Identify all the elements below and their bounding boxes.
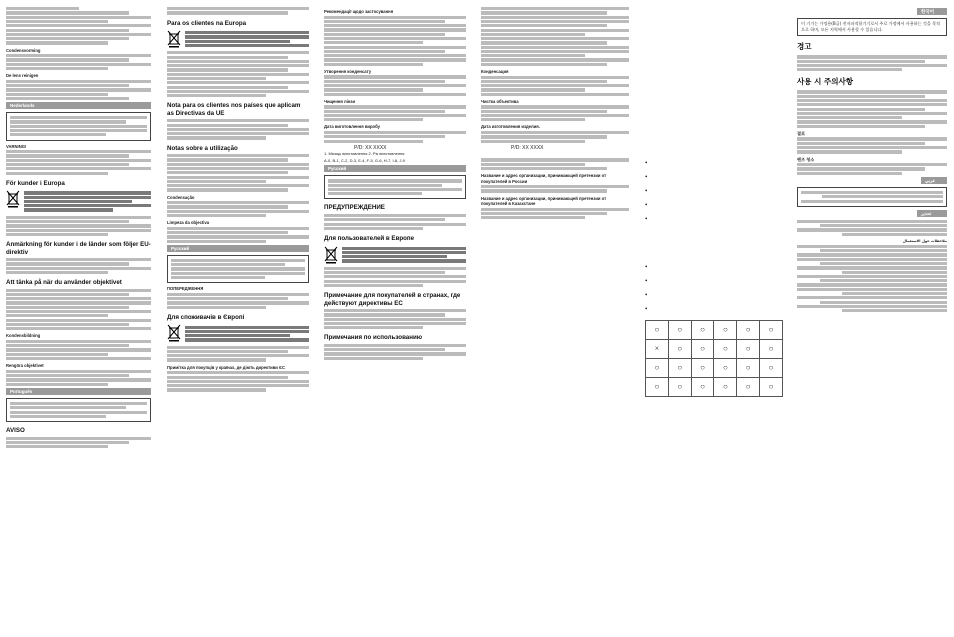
table-cell: × (646, 340, 669, 359)
language-bar: Nederlands (6, 102, 151, 109)
section-heading: Notas sobre a utilização (167, 144, 238, 152)
section-heading: Дата изготовления изделия. (481, 124, 540, 130)
bullet-list: • • • • (645, 263, 648, 313)
table-cell: ○ (760, 359, 783, 378)
section-heading: Att tänka på när du använder objektivet (6, 279, 122, 287)
section-heading: Чистка объектива (481, 98, 519, 104)
notice-box (797, 187, 947, 207)
table-cell: ○ (668, 359, 691, 378)
language-bar: 한국어 (917, 8, 947, 15)
table-cell: ○ (714, 340, 737, 359)
table-cell: ○ (714, 359, 737, 378)
notice-box (324, 175, 466, 199)
notice-box (167, 255, 309, 284)
language-bar: Русский (167, 245, 309, 252)
section-heading: ملاحظات حول الاستعمال (902, 238, 947, 243)
warning-heading: ПОПЕРЕДЖЕННЯ (167, 286, 204, 292)
language-bar: تحذير (917, 210, 947, 217)
table-cell: ○ (760, 378, 783, 397)
section-heading: Примітка для покупців у країнах, де діють директиви ЄС (167, 364, 286, 370)
table-cell: ○ (714, 321, 737, 340)
section-heading: 결로 (797, 130, 806, 136)
table-cell: ○ (668, 340, 691, 359)
notice-box (6, 398, 151, 422)
language-bar: عربي (921, 177, 947, 184)
production-date-code: P/D: XX XXXX (354, 144, 387, 151)
bullet-list: • • • • • (645, 159, 648, 223)
section-heading: Дата виготовлення виробу (324, 124, 380, 130)
weee-notice (167, 324, 309, 342)
section-heading: Condensvorming (6, 47, 41, 53)
table-cell: ○ (668, 321, 691, 340)
table-row (646, 321, 783, 340)
production-date-code: P/D: XX XXXX (511, 144, 544, 151)
section-heading: Примечания по использованию (324, 334, 423, 342)
weee-notice (324, 246, 466, 264)
language-bar: Русский (324, 165, 466, 172)
table-cell: ○ (691, 378, 714, 397)
importer-russia: Название и адрес организации, принимающей претензии от покупателей в России (481, 173, 607, 184)
crossed-bin-icon (167, 324, 181, 342)
section-heading: Rengöra objektivet (6, 363, 44, 369)
table-cell: ○ (691, 321, 714, 340)
table-cell: ○ (668, 378, 691, 397)
section-heading: Nota para os clientes nos países que aplicam as Directivas da UE (167, 102, 301, 117)
table-cell: ○ (691, 340, 714, 359)
section-heading: Condensação (167, 194, 195, 200)
section-heading: Конденсация (481, 68, 509, 74)
column-2 (167, 6, 309, 393)
table-cell: ○ (737, 340, 760, 359)
table-cell: ○ (760, 321, 783, 340)
section-heading: De lens reinigen (6, 73, 39, 79)
section-heading: Para os clientes na Europa (167, 19, 247, 27)
language-bar: Português (6, 388, 151, 395)
table-cell: ○ (691, 359, 714, 378)
weee-notice (167, 30, 309, 48)
section-heading: Рекомендації щодо застосування (324, 9, 394, 14)
section-heading: Для пользователей в Европе (324, 235, 415, 242)
table-cell: ○ (760, 340, 783, 359)
column-6 (797, 6, 947, 313)
production-date-legend: 1. Місяць виготовлення 2. Рік виготовлення (324, 151, 405, 157)
table-cell: ○ (646, 359, 669, 378)
section-heading: 사용 시 주의사항 (797, 77, 853, 87)
table-row (646, 340, 783, 359)
crossed-bin-icon (6, 190, 20, 208)
warning-heading: AVISO (6, 427, 25, 435)
notice-box: 이 기기는 가정용(B급) 전자파적합기기로서 주로 가정에서 사용하는 것을 목적으로 하며, 모든 지역에서 사용할 수 있습니다. (797, 18, 947, 36)
section-heading: Anmärkning för kunder i de länder som följer EU-direktiv (6, 241, 151, 256)
crossed-bin-icon (324, 246, 338, 264)
section-heading: Limpeza da objectiva (167, 220, 210, 226)
table-cell: ○ (737, 378, 760, 397)
warning-heading: 경고 (797, 42, 812, 52)
crossed-bin-icon (167, 30, 181, 48)
section-heading: Чищення лінзи (324, 98, 356, 104)
column-1 (6, 6, 151, 449)
warning-heading: ПРЕДУПРЕЖДЕНИЕ (324, 204, 385, 212)
section-heading: 렌즈 청소 (797, 156, 815, 162)
section-heading: Утворення конденсату (324, 68, 372, 74)
section-heading: Примечание для покупателей в странах, где действуют директивы ЕС (324, 292, 461, 307)
weee-notice (6, 190, 151, 213)
table-cell: ○ (714, 378, 737, 397)
section-heading: Для споживачів в Європі (167, 313, 245, 321)
column-4 (481, 6, 629, 221)
section-heading: Kondensbildning (6, 333, 41, 339)
table-cell: ○ (737, 359, 760, 378)
substance-table (645, 320, 783, 397)
notice-box (6, 112, 151, 141)
table-cell: ○ (646, 378, 669, 397)
column-3 (324, 6, 466, 361)
table-cell: ○ (646, 321, 669, 340)
importer-kazakhstan: Название и адрес организации, принимающей претензии от покупателей в Казахстане (481, 195, 607, 207)
column-5 (645, 6, 783, 397)
production-date-codes: A-0, B-1, C-2, D-3, E-4, F-5, G-6, H-7, I-8, J-9 (324, 157, 405, 163)
table-row (646, 359, 783, 378)
section-heading: För kunder i Europa (6, 179, 65, 187)
table-cell: ○ (737, 321, 760, 340)
table-row (646, 378, 783, 397)
warning-heading: VARNING! (6, 143, 27, 149)
